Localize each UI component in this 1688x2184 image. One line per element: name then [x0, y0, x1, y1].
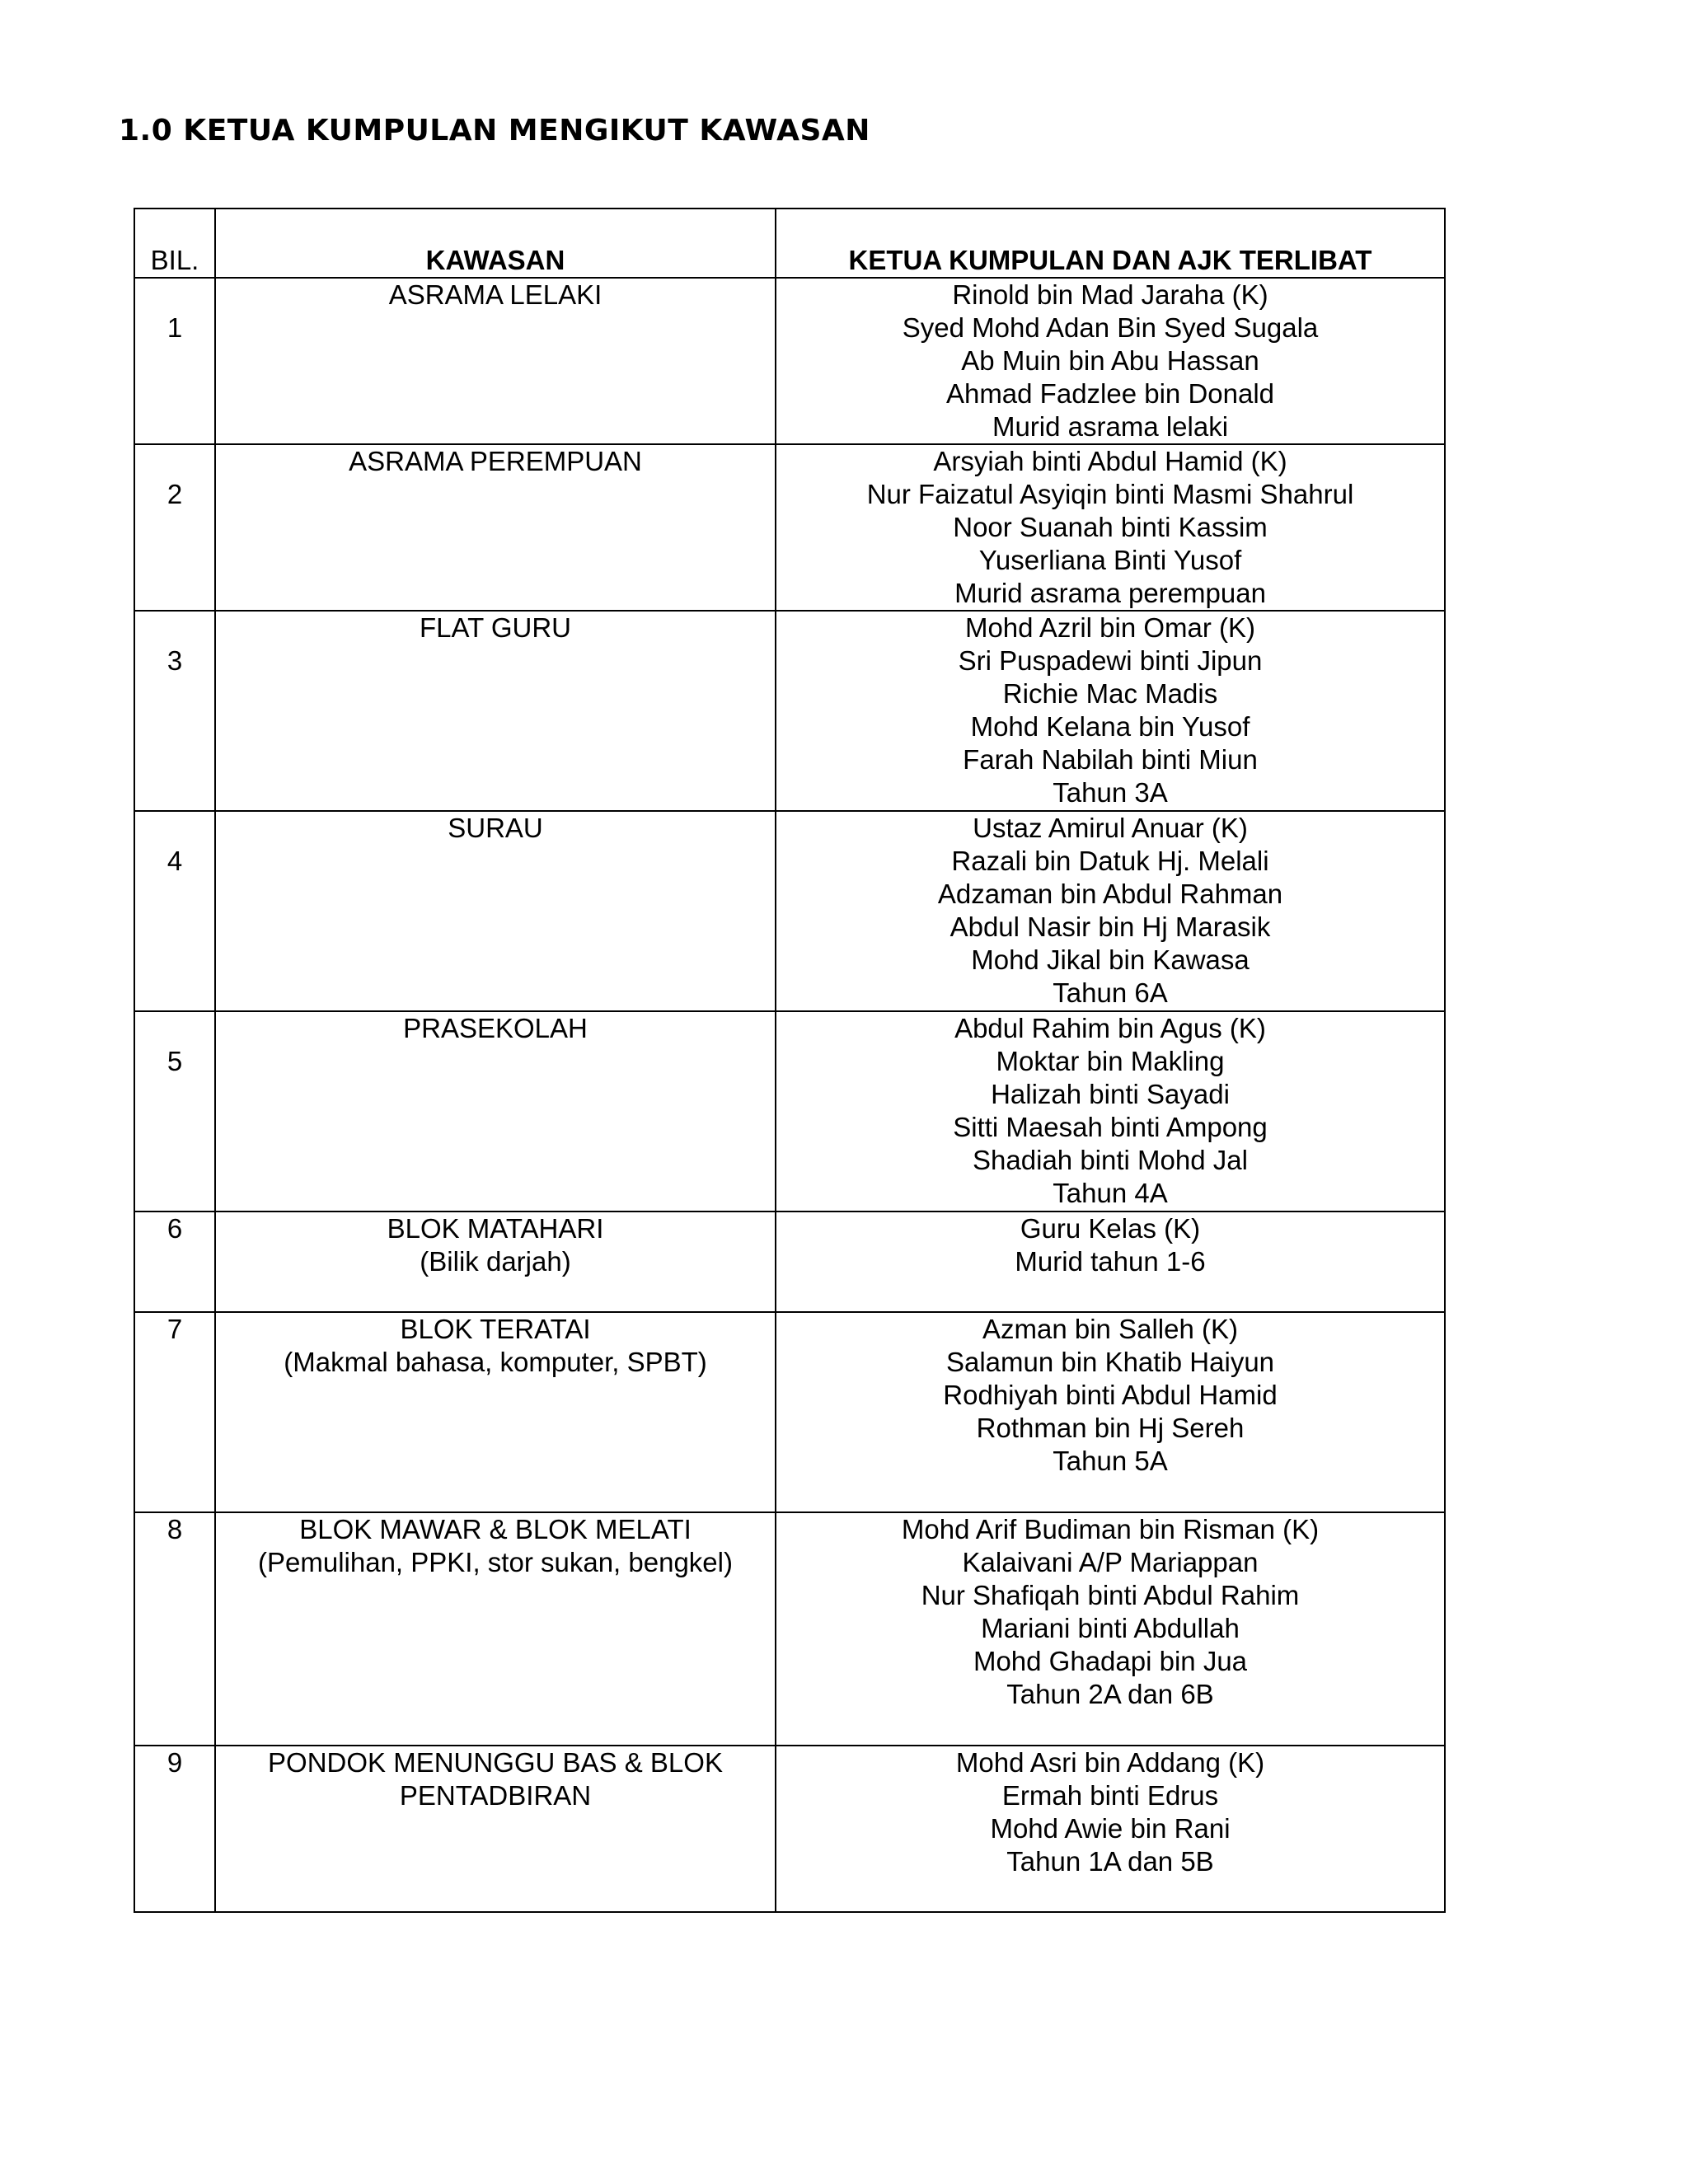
member-name: Rodhiyah binti Abdul Hamid — [943, 1380, 1278, 1410]
member-name: Mohd Asri bin Addang (K) — [955, 1747, 1265, 1778]
member-name: Tahun 3A — [1053, 777, 1168, 808]
row-number-cell — [134, 1746, 215, 1912]
member-name: Murid asrama lelaki — [992, 411, 1229, 442]
area-name: ASRAMA PEREMPUAN — [349, 446, 642, 476]
member-name: Azman bin Salleh (K) — [982, 1314, 1238, 1344]
member-name: Arsyiah binti Abdul Hamid (K) — [933, 446, 1287, 476]
member-name: Tahun 5A — [1053, 1446, 1168, 1476]
member-name: Shadiah binti Mohd Jal — [973, 1145, 1248, 1175]
row-number-cell — [134, 611, 215, 811]
page-title: 1.0 KETUA KUMPULAN MENGIKUT KAWASAN — [119, 114, 870, 148]
member-name: Tahun 4A — [1053, 1178, 1168, 1208]
area-leader-table — [134, 208, 1446, 1913]
area-name-continued: PENTADBIRAN — [399, 1780, 592, 1811]
area-name: ASRAMA LELAKI — [388, 279, 603, 310]
row-number: 4 — [166, 846, 183, 876]
row-number-cell — [134, 811, 215, 1011]
member-name: Sitti Maesah binti Ampong — [953, 1112, 1268, 1142]
members-cell — [776, 1512, 1445, 1746]
area-name: FLAT GURU — [420, 612, 571, 643]
row-number: 7 — [166, 1314, 183, 1344]
row-number: 8 — [166, 1514, 183, 1544]
member-name: Richie Mac Madis — [1002, 678, 1218, 709]
member-name: Abdul Nasir bin Hj Marasik — [950, 912, 1271, 942]
member-name: Sri Puspadewi binti Jipun — [958, 645, 1263, 676]
row-number-cell — [134, 1312, 215, 1512]
area-name: PRASEKOLAH — [403, 1013, 588, 1043]
member-name: Farah Nabilah binti Miun — [963, 744, 1258, 775]
header-kawasan: KAWASAN — [215, 209, 776, 278]
member-name: Nur Faizatul Asyiqin binti Masmi Shahrul — [866, 479, 1354, 509]
area-name: PONDOK MENUNGGU BAS & BLOK — [268, 1747, 723, 1778]
member-name: Mohd Jikal bin Kawasa — [971, 944, 1250, 975]
member-name: Mohd Arif Budiman bin Risman (K) — [901, 1514, 1320, 1544]
row-number-cell — [134, 444, 215, 611]
members-cell — [776, 1746, 1445, 1912]
area-cell — [215, 611, 776, 811]
area-cell — [215, 1312, 776, 1512]
table-row — [134, 1011, 1445, 1212]
members-cell — [776, 278, 1445, 444]
member-name: Mohd Kelana bin Yusof — [970, 711, 1250, 742]
area-name: BLOK MATAHARI — [387, 1213, 604, 1244]
area-cell — [215, 811, 776, 1011]
header-bil: BIL. — [134, 209, 215, 278]
members-cell — [776, 1312, 1445, 1512]
table-row — [134, 444, 1445, 611]
table-row — [134, 1212, 1445, 1312]
member-name: Syed Mohd Adan Bin Syed Sugala — [902, 312, 1319, 343]
table-row — [134, 1512, 1445, 1746]
member-name: Ab Muin bin Abu Hassan — [961, 345, 1259, 376]
area-description: (Makmal bahasa, komputer, SPBT) — [284, 1347, 707, 1377]
member-name: Mohd Awie bin Rani — [990, 1813, 1231, 1844]
area-name: BLOK MAWAR & BLOK MELATI — [299, 1514, 692, 1544]
table-row — [134, 1312, 1445, 1512]
area-cell — [215, 1512, 776, 1746]
member-name: Razali bin Datuk Hj. Melali — [951, 846, 1269, 876]
area-name: BLOK TERATAI — [400, 1314, 591, 1344]
members-cell — [776, 611, 1445, 811]
row-number: 5 — [166, 1046, 183, 1076]
member-name: Kalaivani A/P Mariappan — [962, 1547, 1259, 1577]
member-name: Halizah binti Sayadi — [991, 1079, 1230, 1109]
row-number-cell — [134, 1212, 215, 1312]
area-cell — [215, 444, 776, 611]
member-name: Salamun bin Khatib Haiyun — [945, 1347, 1275, 1377]
member-name: Tahun 1A dan 5B — [1006, 1846, 1214, 1877]
members-cell — [776, 1011, 1445, 1212]
members-cell — [776, 811, 1445, 1011]
member-name: Mohd Azril bin Omar (K) — [964, 612, 1256, 643]
header-ketua: KETUA KUMPULAN DAN AJK TERLIBAT — [776, 209, 1445, 278]
member-name: Mariani binti Abdullah — [981, 1613, 1240, 1643]
row-number: 6 — [166, 1213, 183, 1244]
table-row — [134, 611, 1445, 811]
table-row — [134, 278, 1445, 444]
row-number: 9 — [166, 1747, 183, 1778]
member-name: Ahmad Fadzlee bin Donald — [945, 378, 1275, 409]
table-row — [134, 1746, 1445, 1912]
member-name: Ustaz Amirul Anuar (K) — [973, 813, 1248, 843]
area-name: SURAU — [448, 813, 543, 843]
row-number-cell — [134, 1011, 215, 1212]
table-body — [134, 278, 1445, 1912]
member-name: Mohd Ghadapi bin Jua — [973, 1646, 1248, 1676]
area-cell — [215, 1011, 776, 1212]
member-name: Murid tahun 1-6 — [1015, 1246, 1206, 1277]
table-row — [134, 811, 1445, 1011]
area-description: (Bilik darjah) — [420, 1246, 571, 1277]
member-name: Tahun 2A dan 6B — [1006, 1679, 1214, 1709]
area-cell — [215, 1746, 776, 1912]
member-name: Rinold bin Mad Jaraha (K) — [952, 279, 1268, 310]
table-header-row — [134, 209, 1445, 278]
row-number: 1 — [166, 312, 183, 343]
member-name: Nur Shafiqah binti Abdul Rahim — [921, 1580, 1300, 1610]
member-name: Moktar bin Makling — [996, 1046, 1225, 1076]
member-name: Abdul Rahim bin Agus (K) — [954, 1013, 1266, 1043]
member-name: Adzaman bin Abdul Rahman — [937, 879, 1283, 909]
member-name: Rothman bin Hj Sereh — [976, 1413, 1245, 1443]
member-name: Guru Kelas (K) — [1020, 1213, 1201, 1244]
member-name: Noor Suanah binti Kassim — [953, 512, 1268, 542]
members-cell — [776, 444, 1445, 611]
row-number: 3 — [166, 645, 183, 676]
row-number-cell — [134, 278, 215, 444]
member-name: Tahun 6A — [1053, 977, 1168, 1008]
area-cell — [215, 278, 776, 444]
member-name: Ermah binti Edrus — [1001, 1780, 1219, 1811]
area-description: (Pemulihan, PPKI, stor sukan, bengkel) — [258, 1547, 733, 1577]
row-number: 2 — [166, 479, 183, 509]
area-cell — [215, 1212, 776, 1312]
member-name: Murid asrama perempuan — [954, 578, 1266, 608]
member-name: Yuserliana Binti Yusof — [978, 545, 1242, 575]
members-cell — [776, 1212, 1445, 1312]
row-number-cell — [134, 1512, 215, 1746]
